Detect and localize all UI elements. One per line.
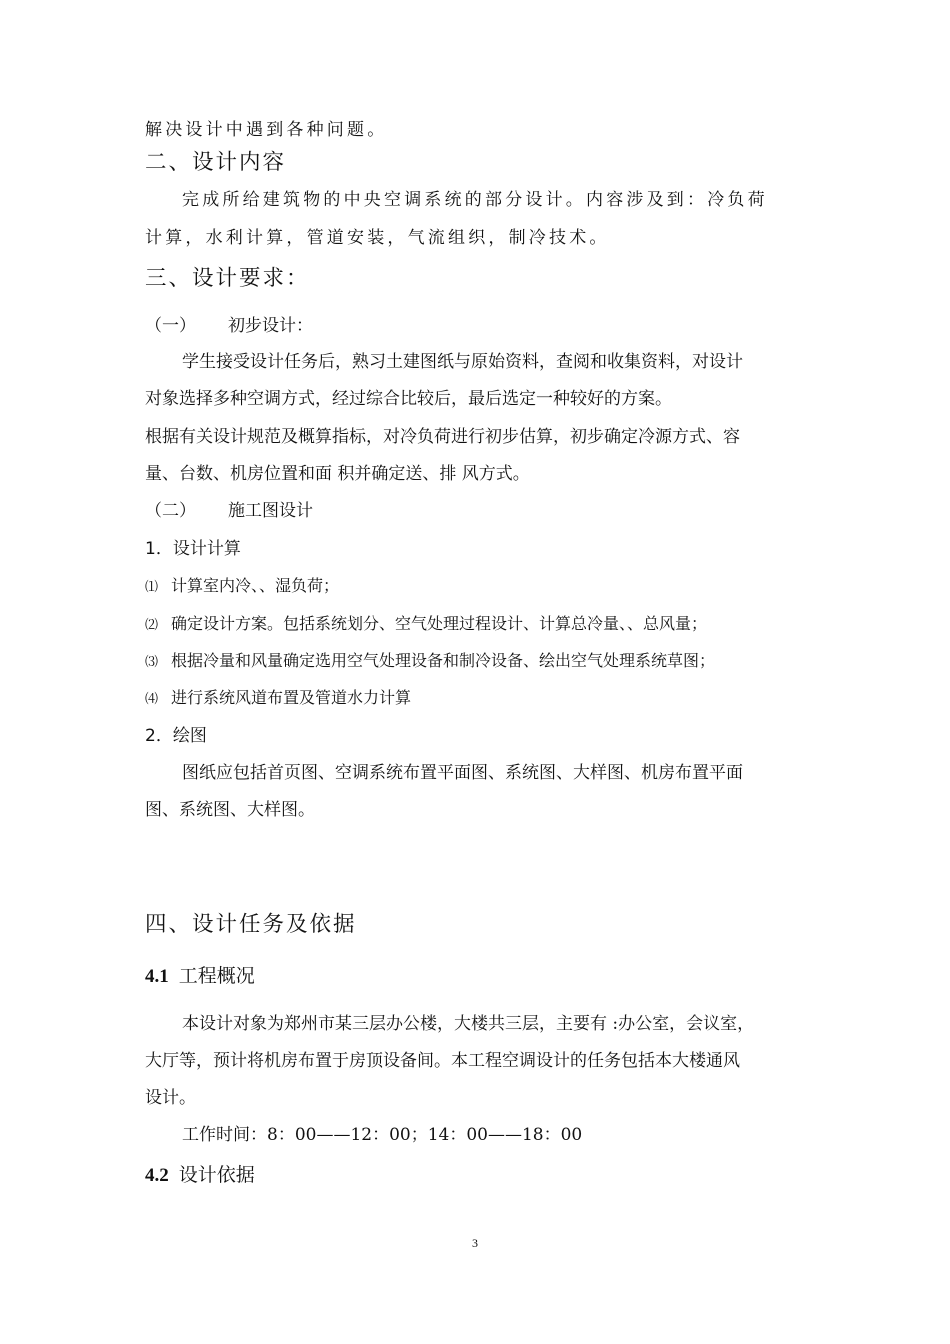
preliminary-paragraph-2-line-2: 量、台数、机房位置和面 积并确定送、排 风方式。 <box>145 464 530 484</box>
preliminary-paragraph-2-line-1: 根据有关设计规范及概算指标，对冷负荷进行初步估算，初步确定冷源方式、容 <box>145 427 740 447</box>
section-2-paragraph-line-1: 完成所给建筑物的中央空调系统的部分设计。内容涉及到：冷负荷 <box>182 190 768 210</box>
subsection-title: 初步设计： <box>228 316 313 336</box>
item-text: 根据冷量和风量确定选用空气处理设备和制冷设备、绘出空气处理系统草图； <box>171 651 716 670</box>
subsection-mark: （二） <box>145 501 196 521</box>
calc-item-3 <box>145 648 715 676</box>
drawing-title: 2．绘图 <box>145 726 207 746</box>
heading-text: 设计依据 <box>178 1164 255 1186</box>
heading-text: 工程概况 <box>178 965 255 987</box>
preliminary-paragraph-1-line-2: 对象选择多种空调方式，经过综合比较后，最后选定一种较好的方案。 <box>145 389 672 409</box>
design-calculation-title: 1．设计计算 <box>145 539 241 559</box>
subsection-title: 施工图设计 <box>228 501 313 521</box>
preliminary-paragraph-1-line-1: 学生接受设计任务后，熟习土建图纸与原始资料，查阅和收集资料，对设计 <box>182 352 743 372</box>
calc-item-1 <box>145 573 339 601</box>
page-number: 3 <box>472 1236 478 1250</box>
subsection-construction-drawing <box>145 498 313 524</box>
calc-item-2 <box>145 611 707 639</box>
item-text: 确定设计方案。包括系统划分、空气处理过程设计、计算总冷量、、总风量； <box>171 614 708 633</box>
calc-item-4 <box>145 685 411 713</box>
section-3-title: 三、设计要求： <box>145 266 310 291</box>
paragraph-continuation: 解决设计中遇到各种问题。 <box>145 120 388 140</box>
overview-paragraph-line-2: 大厅等，预计将机房布置于房顶设备间。本工程空调设计的任务包括本大楼通风 <box>145 1051 740 1071</box>
section-2-title: 二、设计内容 <box>145 150 287 175</box>
item-mark: ⑵ <box>145 618 159 633</box>
drawing-paragraph-line-1: 图纸应包括首页图、空调系统布置平面图、系统图、大样图、机房布置平面 <box>182 763 743 783</box>
item-text: 计算室内冷、、湿负荷； <box>171 576 340 595</box>
working-hours: 工作时间：8：00——12：00；14：00——18：00 <box>182 1125 583 1145</box>
subsection-preliminary-design <box>145 313 313 339</box>
section-4-title: 四、设计任务及依据 <box>145 912 357 937</box>
heading-number: 4.1 <box>145 966 169 987</box>
subsection-mark: （一） <box>145 316 196 336</box>
section-4-1-heading <box>145 962 255 991</box>
heading-number: 4.2 <box>145 1165 169 1186</box>
item-text: 进行系统风道布置及管道水力计算 <box>171 688 412 707</box>
section-4-2-heading <box>145 1161 255 1190</box>
overview-paragraph-line-3: 设计。 <box>145 1088 196 1108</box>
item-mark: ⑷ <box>145 692 159 707</box>
drawing-paragraph-line-2: 图、系统图、大样图。 <box>145 800 315 820</box>
item-mark: ⑶ <box>145 655 159 670</box>
overview-paragraph-line-1: 本设计对象为郑州市某三层办公楼，大楼共三层，主要有 :办公室，会议室， <box>182 1014 755 1034</box>
item-mark: ⑴ <box>145 580 159 595</box>
section-2-paragraph-line-2: 计算，水利计算，管道安装，气流组织，制冷技术。 <box>145 228 610 248</box>
